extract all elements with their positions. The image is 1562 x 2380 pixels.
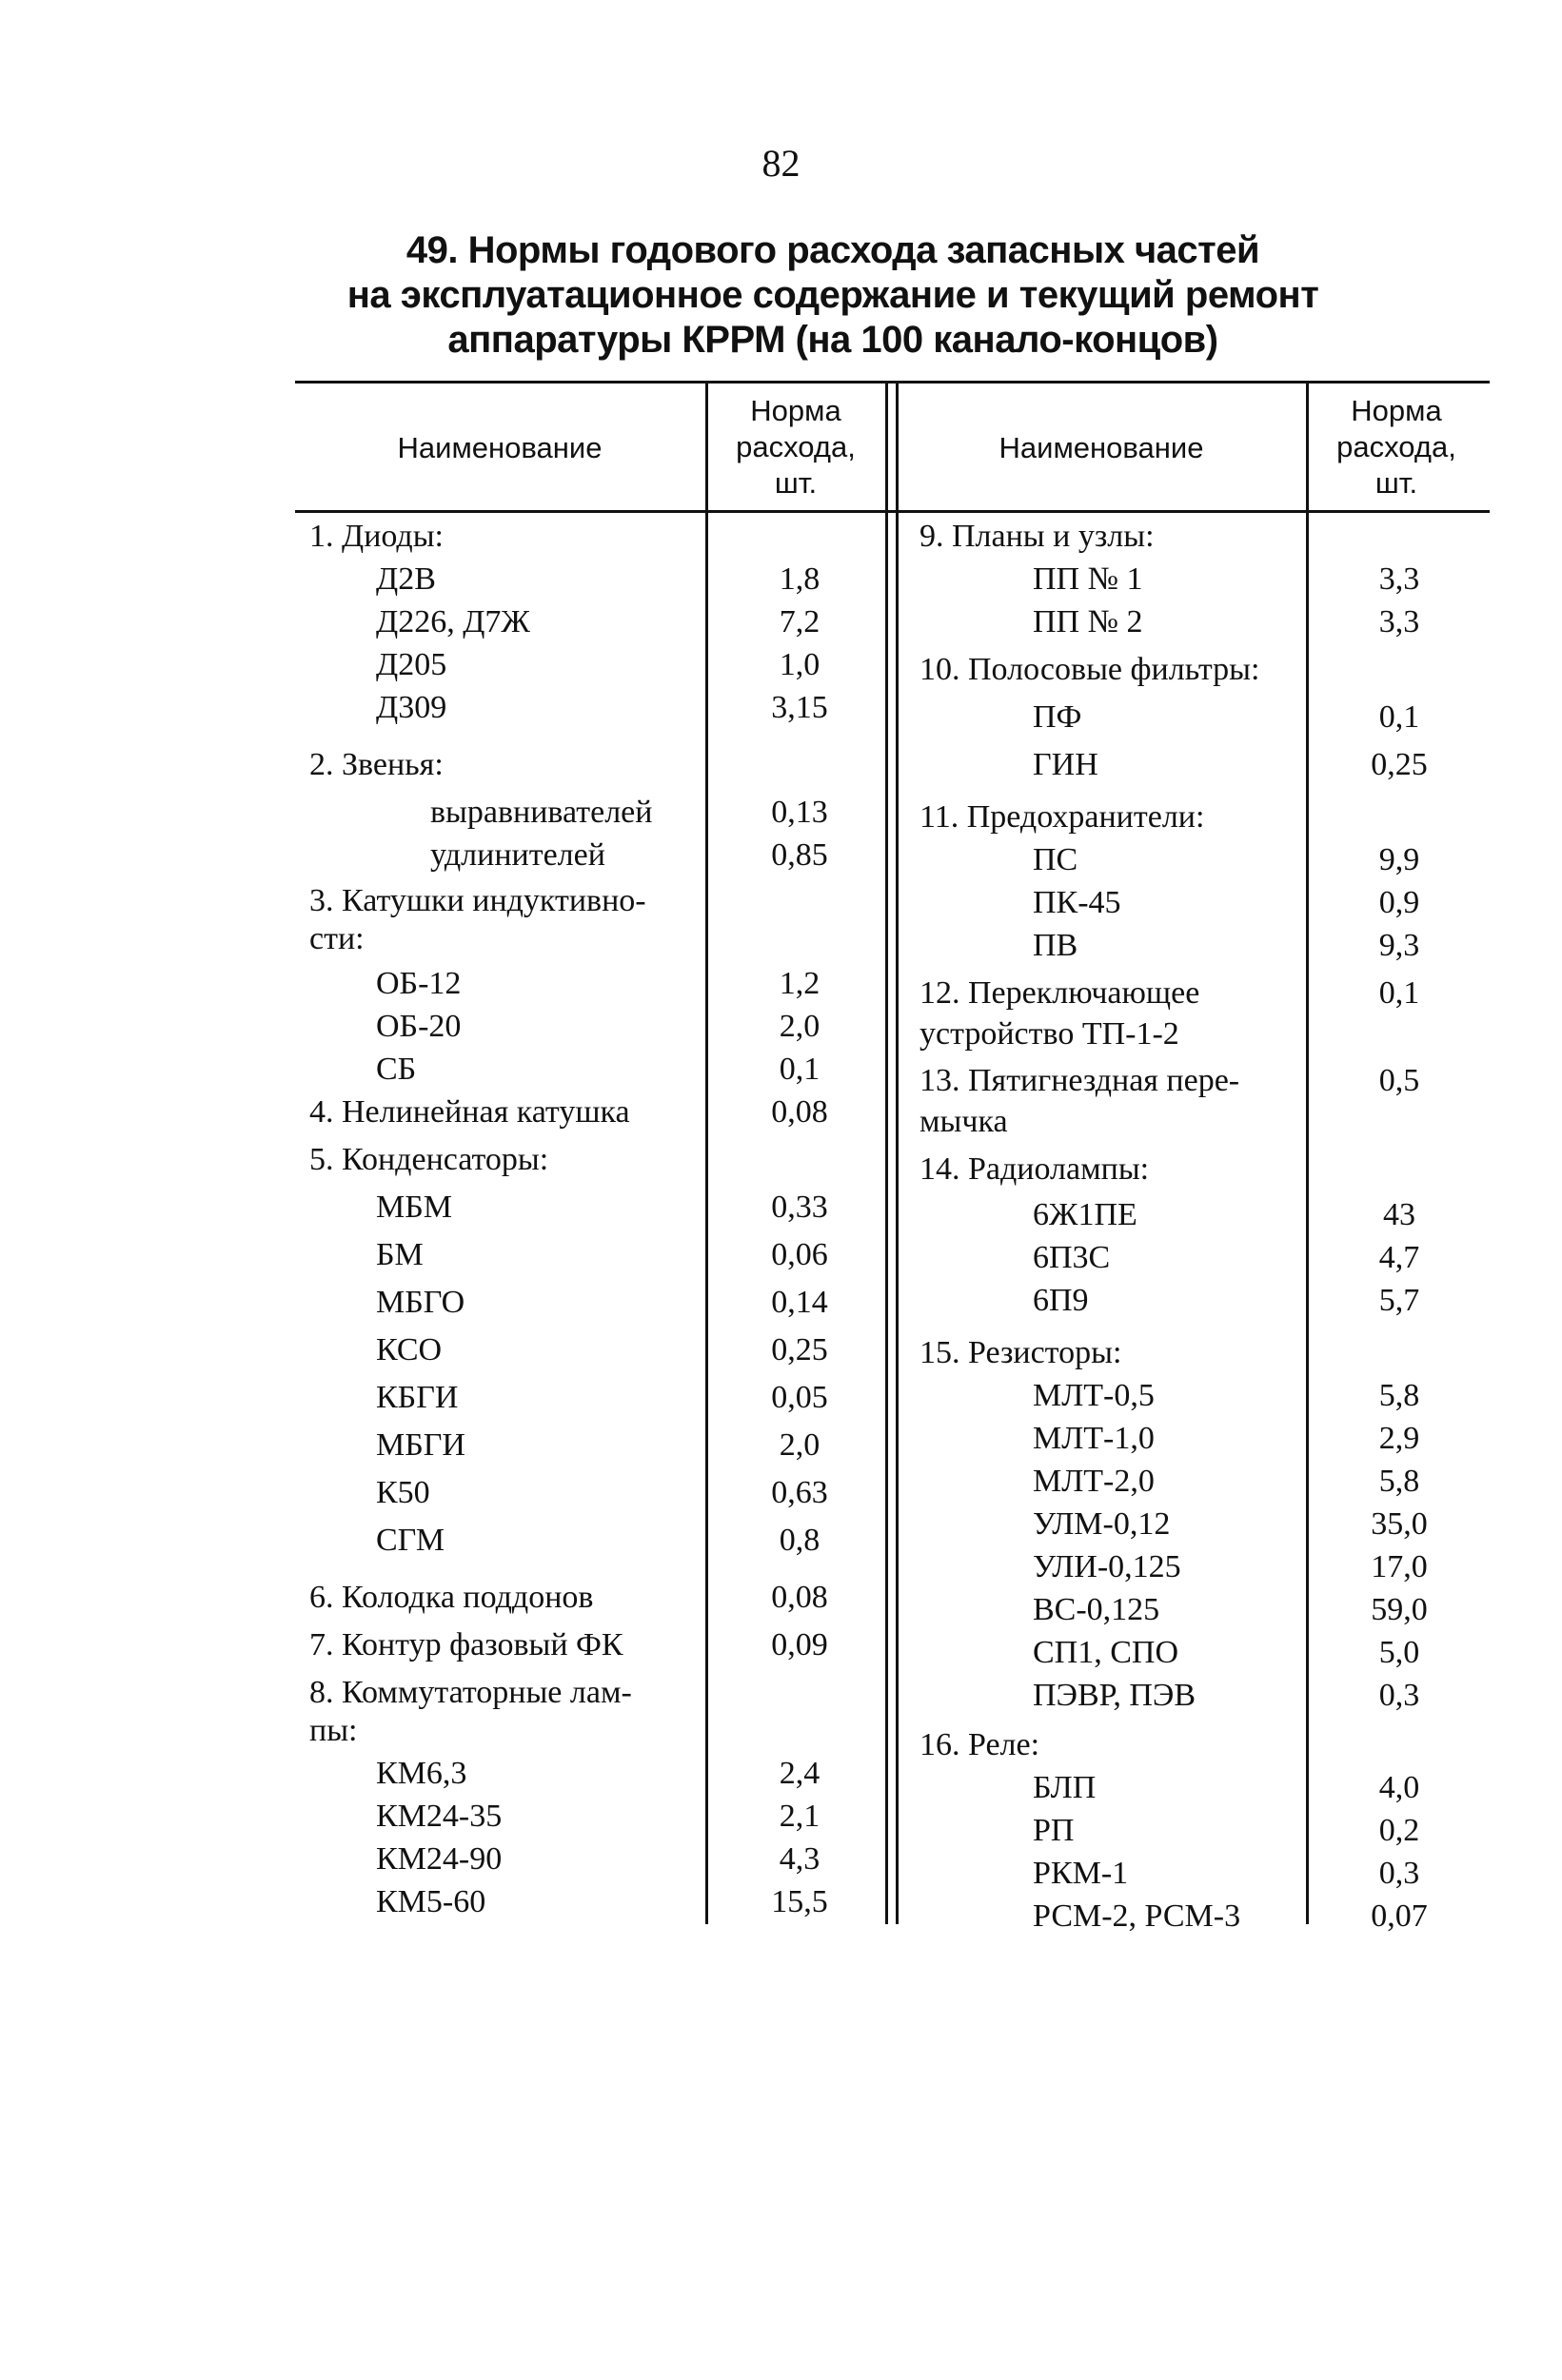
norm-value: 4,0: [1378, 1770, 1420, 1805]
item-name: удлинителей: [430, 837, 605, 873]
item-name: 2. Звенья:: [309, 747, 444, 782]
item-name: 11. Предохранители:: [919, 799, 1205, 835]
item-name: 15. Резисторы:: [919, 1335, 1122, 1370]
item-name: 1. Диоды:: [309, 519, 444, 554]
norm-value: 0,06: [771, 1237, 828, 1272]
item-name: 6П9: [1033, 1283, 1089, 1318]
item-name: 16. Реле:: [919, 1727, 1040, 1762]
norm-value: 2,0: [779, 1009, 821, 1044]
norm-value: 1,0: [779, 647, 821, 682]
header-norm-line-1: Норма: [750, 394, 841, 427]
header-name-left: Наименование: [397, 431, 603, 464]
norm-value: 5,7: [1378, 1283, 1420, 1318]
header-name-right: Наименование: [998, 431, 1204, 464]
table-title: [286, 228, 1380, 363]
item-name: Д226, Д7Ж: [376, 604, 530, 639]
item-name: 13. Пятигнездная пере-: [919, 1063, 1240, 1098]
norm-value: 2,0: [779, 1427, 821, 1463]
norm-value: 0,14: [771, 1285, 828, 1320]
item-name: 12. Переключающее: [919, 975, 1200, 1011]
norm-value: 0,1: [1378, 699, 1420, 735]
item-name: РКМ-1: [1033, 1856, 1129, 1891]
item-name: ПВ: [1033, 928, 1078, 963]
item-name: ПК-45: [1033, 885, 1121, 920]
norm-value: 2,4: [779, 1756, 821, 1791]
item-name: БЛП: [1033, 1770, 1097, 1805]
item-name: Д205: [376, 647, 447, 682]
item-name: К50: [376, 1475, 430, 1510]
center-divider-rule-2: [896, 383, 899, 1924]
item-name: 10. Полосовые фильтры:: [919, 652, 1260, 687]
header-norm-line-3: шт.: [774, 466, 818, 500]
norm-value: 0,33: [771, 1190, 828, 1225]
title-line-3: аппаратуры КРРМ (на 100 канало-концов): [447, 319, 1218, 361]
norm-value: 5,8: [1378, 1378, 1420, 1413]
table-top-rule: [295, 381, 1490, 384]
norm-value: 0,85: [771, 837, 828, 873]
item-name: 6. Колодка поддонов: [309, 1580, 594, 1615]
item-name: МБМ: [376, 1190, 452, 1225]
norm-value: 5,0: [1378, 1635, 1420, 1670]
norm-value: 5,8: [1378, 1464, 1420, 1499]
item-name: ПЭВР, ПЭВ: [1033, 1678, 1196, 1713]
item-name: ОБ-12: [376, 966, 462, 1001]
item-name: 4. Нелинейная катушка: [309, 1094, 630, 1130]
norm-value: 2,1: [779, 1799, 821, 1834]
norm-value: 0,08: [771, 1094, 828, 1130]
norm-value: 0,25: [1371, 747, 1428, 782]
item-name: КМ6,3: [376, 1756, 467, 1791]
norm-value: 43: [1383, 1197, 1415, 1232]
norm-value: 1,8: [779, 561, 821, 597]
item-name: ВС-0,125: [1033, 1592, 1160, 1627]
norm-value: 15,5: [771, 1884, 828, 1919]
norm-value: 0,1: [1378, 975, 1420, 1011]
item-name: Д2В: [376, 561, 436, 597]
norm-value: 0,3: [1378, 1856, 1420, 1891]
item-name: мычка: [919, 1104, 1008, 1139]
item-name: ПС: [1033, 842, 1078, 877]
header-norm-left: [707, 393, 884, 502]
title-line-1: 49. Нормы годового расхода запасных частей: [405, 229, 1260, 271]
item-name: устройство ТП-1-2: [919, 1016, 1179, 1052]
norm-value: 0,1: [779, 1052, 821, 1087]
norm-value: 2,9: [1378, 1421, 1420, 1456]
center-divider-rule-1: [885, 383, 888, 1924]
right-value-column-rule: [1306, 383, 1309, 1924]
norm-value: 35,0: [1371, 1506, 1428, 1542]
item-name: КБГИ: [376, 1380, 459, 1415]
norm-value: 0,2: [1378, 1813, 1420, 1848]
item-name: 6П3С: [1033, 1240, 1111, 1275]
item-name: ПФ: [1033, 699, 1082, 735]
header-norm-right: [1308, 393, 1485, 502]
header-norm-line-2: расхода,: [736, 430, 856, 463]
item-name: КМ24-35: [376, 1799, 503, 1834]
item-name: выравнивателей: [430, 795, 653, 830]
norm-value: 59,0: [1371, 1592, 1428, 1627]
item-name: МБГИ: [376, 1427, 465, 1463]
item-name: 6Ж1ПЕ: [1033, 1197, 1137, 1232]
page-number: 82: [761, 142, 801, 185]
norm-value: 0,9: [1378, 885, 1420, 920]
item-name: пы:: [309, 1713, 358, 1748]
norm-value: 4,7: [1378, 1240, 1420, 1275]
item-name: РП: [1033, 1813, 1075, 1848]
header-norm-line-2: расхода,: [1336, 430, 1456, 463]
norm-value: 0,63: [771, 1475, 828, 1510]
header-norm-line-3: шт.: [1374, 466, 1418, 500]
norm-value: 0,09: [771, 1627, 828, 1662]
item-name: УЛИ-0,125: [1033, 1549, 1181, 1584]
left-value-column-rule: [705, 383, 708, 1924]
item-name: ОБ-20: [376, 1009, 462, 1044]
norm-value: 3,15: [771, 690, 828, 725]
norm-value: 0,5: [1378, 1063, 1420, 1098]
item-name: 5. Конденсаторы:: [309, 1142, 549, 1177]
norm-value: 0,8: [779, 1523, 821, 1558]
item-name: СГМ: [376, 1523, 445, 1558]
norm-value: 9,3: [1378, 928, 1420, 963]
norm-value: 7,2: [779, 604, 821, 639]
item-name: 8. Коммутаторные лам-: [309, 1675, 632, 1710]
norm-value: 1,2: [779, 966, 821, 1001]
item-name: 3. Катушки индуктивно-: [309, 883, 646, 918]
title-line-2: на эксплуатационное содержание и текущий ремонт: [346, 274, 1319, 316]
item-name: СБ: [376, 1052, 417, 1087]
item-name: сти:: [309, 921, 365, 956]
item-name: УЛМ-0,12: [1033, 1506, 1171, 1542]
item-name: Д309: [376, 690, 447, 725]
item-name: МЛТ-1,0: [1033, 1421, 1155, 1456]
norm-value: 0,07: [1371, 1898, 1428, 1934]
item-name: 9. Планы и узлы:: [919, 519, 1155, 554]
item-name: МЛТ-0,5: [1033, 1378, 1155, 1413]
item-name: ПП № 2: [1033, 604, 1143, 639]
item-name: КСО: [376, 1332, 443, 1367]
item-name: МБГО: [376, 1285, 465, 1320]
item-name: РСМ-2, РСМ-3: [1033, 1898, 1241, 1934]
norm-value: 0,13: [771, 795, 828, 830]
header-norm-line-1: Норма: [1351, 394, 1442, 427]
header-bottom-rule: [295, 510, 1490, 513]
norm-value: 9,9: [1378, 842, 1420, 877]
item-name: 7. Контур фазовый ФК: [309, 1627, 623, 1662]
norm-value: 0,3: [1378, 1678, 1420, 1713]
item-name: МЛТ-2,0: [1033, 1464, 1155, 1499]
item-name: СП1, СПО: [1033, 1635, 1179, 1670]
item-name: КМ24-90: [376, 1841, 503, 1877]
item-name: БМ: [376, 1237, 424, 1272]
item-name: 14. Радиолампы:: [919, 1151, 1150, 1187]
norm-value: 0,08: [771, 1580, 828, 1615]
norm-value: 4,3: [779, 1841, 821, 1877]
norm-value: 3,3: [1378, 561, 1420, 597]
norm-value: 17,0: [1371, 1549, 1428, 1584]
norm-value: 3,3: [1378, 604, 1420, 639]
item-name: ГИН: [1033, 747, 1098, 782]
item-name: ПП № 1: [1033, 561, 1143, 597]
item-name: КМ5-60: [376, 1884, 486, 1919]
norm-value: 0,05: [771, 1380, 828, 1415]
norm-value: 0,25: [771, 1332, 828, 1367]
